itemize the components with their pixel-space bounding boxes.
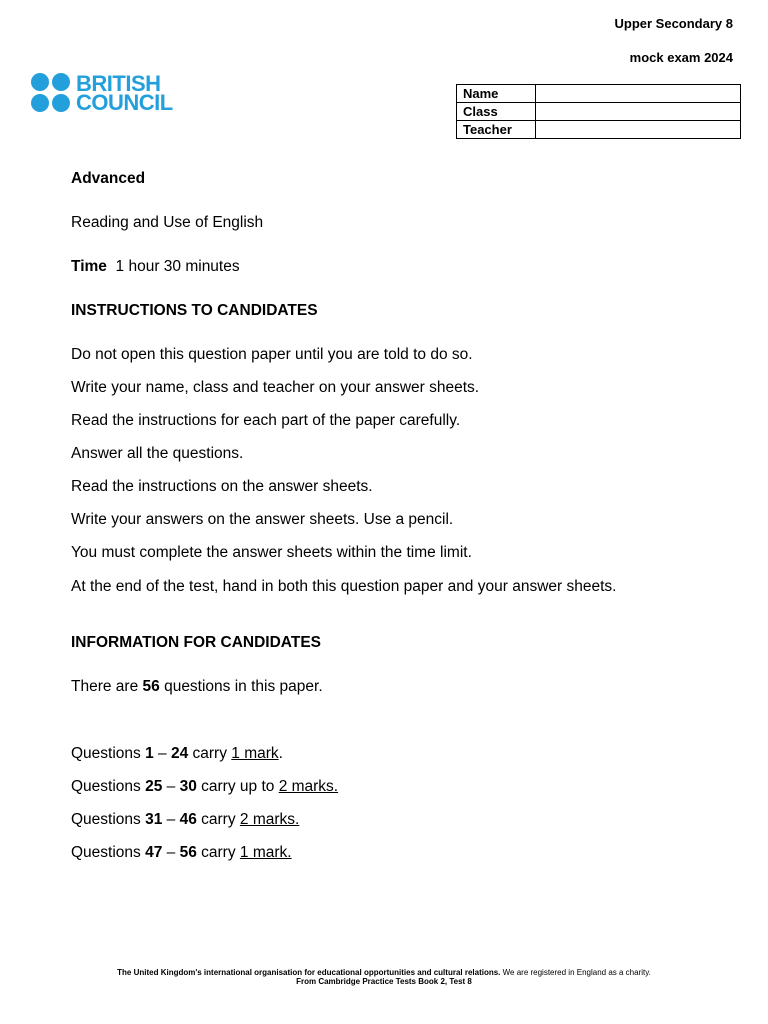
student-info-table bbox=[456, 84, 741, 139]
name-label: Name bbox=[457, 85, 536, 103]
marks-line: Questions 25 – 30 carry up to 2 marks. bbox=[71, 778, 339, 795]
exam-paper: Reading and Use of English bbox=[71, 214, 264, 231]
class-label: Class bbox=[457, 103, 536, 121]
header-exam: mock exam 2024 bbox=[629, 50, 733, 65]
logo-dots-icon bbox=[31, 73, 70, 112]
logo-wordmark: BRITISH COUNCIL bbox=[76, 70, 173, 115]
exam-level: Advanced bbox=[71, 170, 146, 187]
list-item: At the end of the test, hand in both this question paper and your answer sheets. bbox=[71, 578, 617, 595]
teacher-label: Teacher bbox=[457, 121, 536, 139]
teacher-field[interactable] bbox=[536, 121, 741, 139]
footer-charity-line: The United Kingdom's international organisation for educational opportunities and cultural relations. We are registered in England as a charity. bbox=[117, 968, 651, 977]
table-row bbox=[457, 103, 741, 121]
list-item: Write your name, class and teacher on your answer sheets. bbox=[71, 379, 480, 396]
list-item: Read the instructions on the answer sheets. bbox=[71, 478, 373, 495]
marks-line: Questions 47 – 56 carry 1 mark. bbox=[71, 844, 292, 861]
header-course: Upper Secondary 8 bbox=[614, 16, 733, 31]
list-item: Write your answers on the answer sheets. Use a pencil. bbox=[71, 511, 454, 528]
time-label: Time bbox=[71, 258, 107, 275]
list-item: Read the instructions for each part of the paper carefully. bbox=[71, 412, 461, 429]
instructions-heading: INSTRUCTIONS TO CANDIDATES bbox=[71, 302, 318, 319]
list-item: You must complete the answer sheets within the time limit. bbox=[71, 544, 472, 561]
british-council-logo bbox=[31, 70, 173, 115]
footer-source-line: From Cambridge Practice Tests Book 2, Test 8 bbox=[296, 977, 472, 986]
total-questions: There are 56 questions in this paper. bbox=[71, 678, 323, 695]
exam-time bbox=[71, 257, 240, 277]
table-row bbox=[457, 85, 741, 103]
list-item: Answer all the questions. bbox=[71, 445, 244, 462]
name-field[interactable] bbox=[536, 85, 741, 103]
time-value: 1 hour 30 minutes bbox=[115, 258, 240, 275]
marks-line: Questions 1 – 24 carry 1 mark. bbox=[71, 745, 283, 762]
marks-line: Questions 31 – 46 carry 2 marks. bbox=[71, 811, 300, 828]
question-count: 56 bbox=[142, 678, 160, 695]
list-item: Do not open this question paper until you are told to do so. bbox=[71, 346, 473, 363]
class-field[interactable] bbox=[536, 103, 741, 121]
information-heading: INFORMATION FOR CANDIDATES bbox=[71, 634, 321, 651]
table-row bbox=[457, 121, 741, 139]
